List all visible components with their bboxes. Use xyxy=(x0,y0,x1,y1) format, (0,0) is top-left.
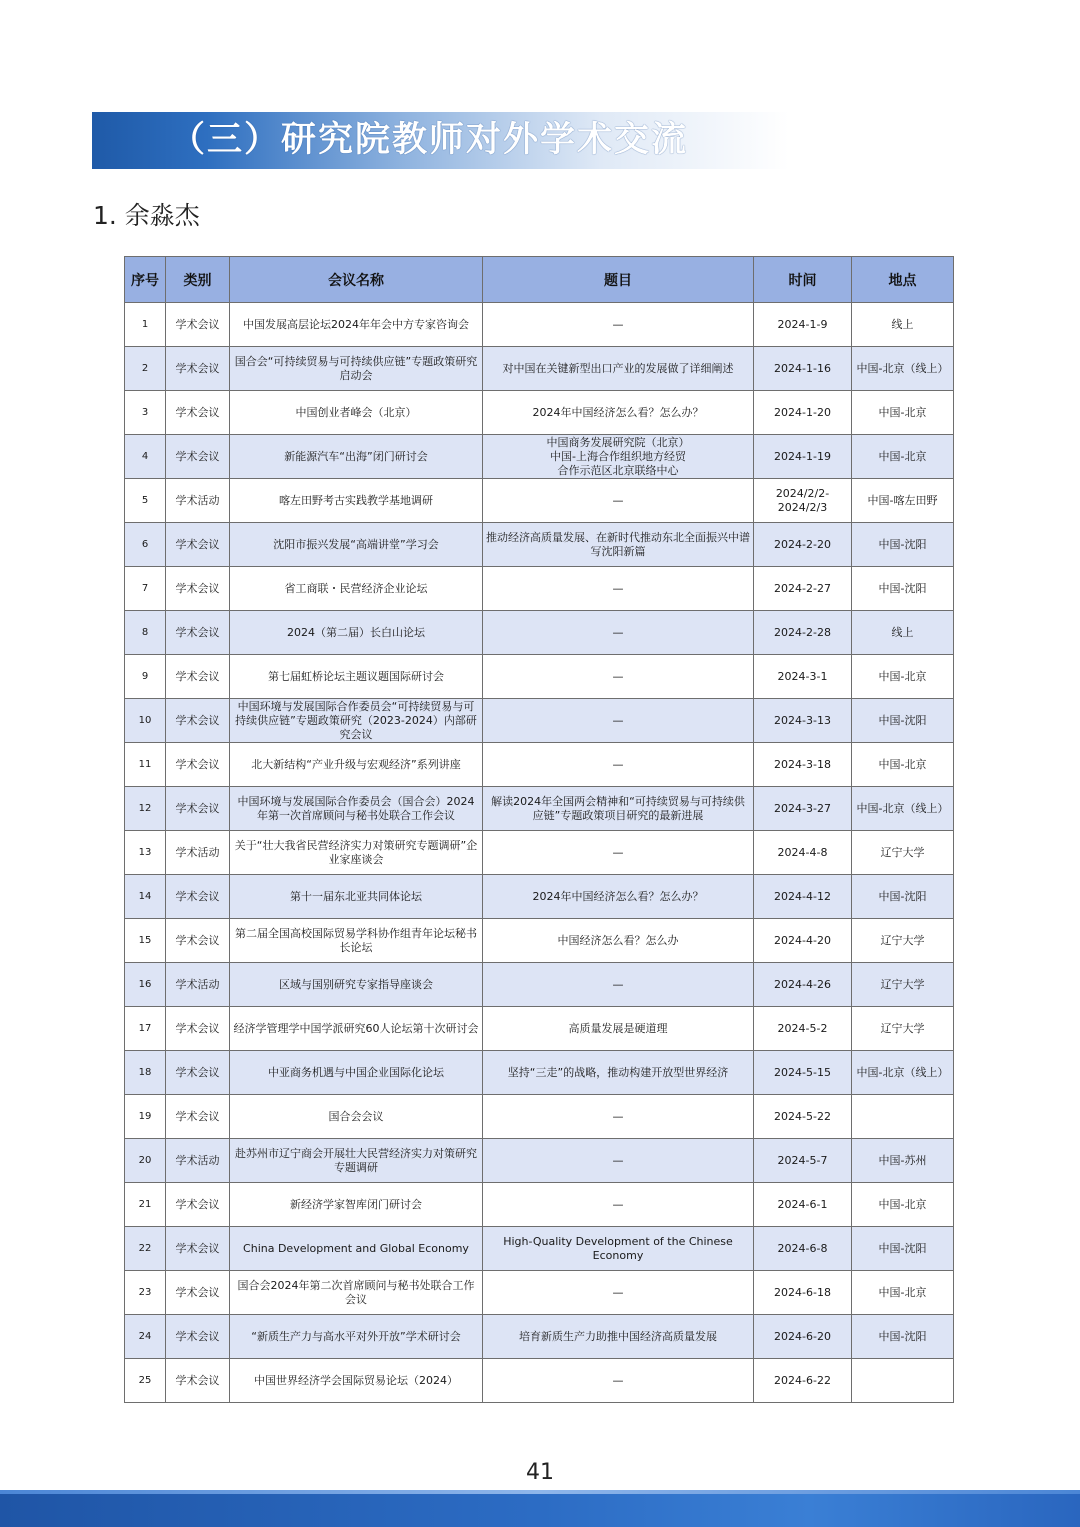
table-cell: 新能源汽车“出海”闭门研讨会 xyxy=(230,435,483,479)
table-cell: 6 xyxy=(125,523,166,567)
table-cell: 2024-1-9 xyxy=(754,303,852,347)
table-cell: 19 xyxy=(125,1095,166,1139)
table-cell: — xyxy=(483,1271,754,1315)
table-cell: 中国-沈阳 xyxy=(852,567,954,611)
table-cell: 中国-北京 xyxy=(852,655,954,699)
table-cell: 国合会2024年第二次首席顾问与秘书处联合工作会议 xyxy=(230,1271,483,1315)
table-cell: — xyxy=(483,611,754,655)
table-row xyxy=(125,963,954,1007)
table-cell: 中国世界经济学会国际贸易论坛（2024） xyxy=(230,1359,483,1403)
table-cell: 20 xyxy=(125,1139,166,1183)
table-cell: 第七届虹桥论坛主题议题国际研讨会 xyxy=(230,655,483,699)
table-cell: — xyxy=(483,743,754,787)
table-cell: — xyxy=(483,1359,754,1403)
table-row xyxy=(125,743,954,787)
table-cell: 2024-3-1 xyxy=(754,655,852,699)
table-cell: 2024-1-16 xyxy=(754,347,852,391)
table-cell: 2024/2/2- 2024/2/3 xyxy=(754,479,852,523)
table-cell: 喀左田野考古实践教学基地调研 xyxy=(230,479,483,523)
table-cell: 学术活动 xyxy=(166,1139,230,1183)
table-cell: 2024-4-12 xyxy=(754,875,852,919)
table-row xyxy=(125,435,954,479)
table-cell: — xyxy=(483,655,754,699)
table-cell: 学术会议 xyxy=(166,1051,230,1095)
table-cell: 14 xyxy=(125,875,166,919)
table-cell: 中亚商务机遇与中国企业国际化论坛 xyxy=(230,1051,483,1095)
table-cell: 1 xyxy=(125,303,166,347)
table-cell: 2024-3-18 xyxy=(754,743,852,787)
table-cell: — xyxy=(483,1095,754,1139)
table-cell: 国合会会议 xyxy=(230,1095,483,1139)
table-cell: — xyxy=(483,963,754,1007)
table-cell: 11 xyxy=(125,743,166,787)
table-row xyxy=(125,1271,954,1315)
table-row xyxy=(125,611,954,655)
table-row xyxy=(125,1183,954,1227)
page-number: 41 xyxy=(526,1460,554,1485)
table-cell: 中国发展高层论坛2024年年会中方专家咨询会 xyxy=(230,303,483,347)
table-cell: 解读2024年全国两会精神和“可持续贸易与可持续供应链”专题政策项目研究的最新进展 xyxy=(483,787,754,831)
table-cell: 2024-5-7 xyxy=(754,1139,852,1183)
table-cell: 沈阳市振兴发展“高端讲堂”学习会 xyxy=(230,523,483,567)
table-cell: 学术会议 xyxy=(166,875,230,919)
table-cell: 省工商联・民营经济企业论坛 xyxy=(230,567,483,611)
table-cell: 学术会议 xyxy=(166,743,230,787)
table-cell: 2024-2-28 xyxy=(754,611,852,655)
table-cell: 21 xyxy=(125,1183,166,1227)
table-cell: 学术会议 xyxy=(166,347,230,391)
table-cell: China Development and Global Economy xyxy=(230,1227,483,1271)
table-cell: 中国商务发展研究院（北京） 中国-上海合作组织地方经贸 合作示范区北京联络中心 xyxy=(483,435,754,479)
table-cell: 2024-2-27 xyxy=(754,567,852,611)
table-cell: 2024-4-20 xyxy=(754,919,852,963)
table-cell: 3 xyxy=(125,391,166,435)
table-cell: 国合会“可持续贸易与可持续供应链”专题政策研究启动会 xyxy=(230,347,483,391)
table-row xyxy=(125,1139,954,1183)
table-cell: 22 xyxy=(125,1227,166,1271)
table-row xyxy=(125,655,954,699)
table-cell: 赴苏州市辽宁商会开展壮大民营经济实力对策研究专题调研 xyxy=(230,1139,483,1183)
table-cell: 学术会议 xyxy=(166,699,230,743)
table-cell: — xyxy=(483,831,754,875)
table-cell: 2024-5-22 xyxy=(754,1095,852,1139)
table-cell: 中国-沈阳 xyxy=(852,875,954,919)
table-cell: 学术会议 xyxy=(166,1315,230,1359)
table-row xyxy=(125,699,954,743)
table-cell: 线上 xyxy=(852,611,954,655)
table-cell: 15 xyxy=(125,919,166,963)
table-cell: 中国经济怎么看？怎么办 xyxy=(483,919,754,963)
table-cell: 2024-1-19 xyxy=(754,435,852,479)
table-cell: 4 xyxy=(125,435,166,479)
table-cell: 2024（第二届）长白山论坛 xyxy=(230,611,483,655)
table-row xyxy=(125,919,954,963)
table-cell: 北大新结构“产业升级与宏观经济”系列讲座 xyxy=(230,743,483,787)
table-cell: 学术会议 xyxy=(166,1227,230,1271)
table-cell: 学术会议 xyxy=(166,787,230,831)
table-cell: “新质生产力与高水平对外开放”学术研讨会 xyxy=(230,1315,483,1359)
table-row xyxy=(125,831,954,875)
table-cell: 学术会议 xyxy=(166,435,230,479)
header-cell: 题目 xyxy=(483,257,754,303)
table-cell: 24 xyxy=(125,1315,166,1359)
table-cell: 第二届全国高校国际贸易学科协作组青年论坛秘书长论坛 xyxy=(230,919,483,963)
table-cell: 学术活动 xyxy=(166,831,230,875)
table-cell: 线上 xyxy=(852,303,954,347)
table-row xyxy=(125,479,954,523)
table-row xyxy=(125,567,954,611)
table-cell: 第十一届东北亚共同体论坛 xyxy=(230,875,483,919)
table-cell: 2024-6-8 xyxy=(754,1227,852,1271)
table-cell: 中国-北京 xyxy=(852,435,954,479)
table-cell: — xyxy=(483,1183,754,1227)
header-cell: 会议名称 xyxy=(230,257,483,303)
table-cell: 关于“壮大我省民营经济实力对策研究专题调研”企业家座谈会 xyxy=(230,831,483,875)
table-cell: 学术会议 xyxy=(166,567,230,611)
table-cell: 2024-5-15 xyxy=(754,1051,852,1095)
footer-stripe xyxy=(0,1490,1080,1494)
table-cell: 中国创业者峰会（北京） xyxy=(230,391,483,435)
header-cell: 时间 xyxy=(754,257,852,303)
table-cell: 学术会议 xyxy=(166,611,230,655)
table-cell: 学术会议 xyxy=(166,1183,230,1227)
table-cell: 2024-3-27 xyxy=(754,787,852,831)
table-cell: 推动经济高质量发展、在新时代推动东北全面振兴中谱写沈阳新篇 xyxy=(483,523,754,567)
table-cell: 学术会议 xyxy=(166,1359,230,1403)
table-cell: 2024-5-2 xyxy=(754,1007,852,1051)
table-row xyxy=(125,1095,954,1139)
table-cell: 中国-北京（线上） xyxy=(852,1051,954,1095)
table-cell: 学术会议 xyxy=(166,1271,230,1315)
table-cell: 新经济学家智库闭门研讨会 xyxy=(230,1183,483,1227)
table-cell: 学术会议 xyxy=(166,523,230,567)
table-row xyxy=(125,1051,954,1095)
table-cell: — xyxy=(483,567,754,611)
table-cell: 中国-北京 xyxy=(852,1271,954,1315)
table-cell: 2024-2-20 xyxy=(754,523,852,567)
table-row xyxy=(125,347,954,391)
table-cell: — xyxy=(483,1139,754,1183)
table-cell: 学术会议 xyxy=(166,655,230,699)
table-cell: 区域与国别研究专家指导座谈会 xyxy=(230,963,483,1007)
table-cell: 学术会议 xyxy=(166,1095,230,1139)
table-cell: 中国环境与发展国际合作委员会（国合会）2024年第一次首席顾问与秘书处联合工作会议 xyxy=(230,787,483,831)
table-cell: 8 xyxy=(125,611,166,655)
table-row xyxy=(125,1359,954,1403)
table-cell: 坚持“三走”的战略，推动构建开放型世界经济 xyxy=(483,1051,754,1095)
person-heading: 1. 余淼杰 xyxy=(93,201,200,230)
table-cell: 2024-1-20 xyxy=(754,391,852,435)
table-cell: 12 xyxy=(125,787,166,831)
table-cell: 中国环境与发展国际合作委员会“可持续贸易与可持续供应链”专题政策研究（2023-2024）内部研究会议 xyxy=(230,699,483,743)
table-row xyxy=(125,523,954,567)
table-header-row xyxy=(125,257,954,303)
table-cell: 对中国在关键新型出口产业的发展做了详细阐述 xyxy=(483,347,754,391)
table-row xyxy=(125,391,954,435)
table-cell: 2024-6-1 xyxy=(754,1183,852,1227)
table-cell: 2024-6-20 xyxy=(754,1315,852,1359)
table-cell: 学术会议 xyxy=(166,303,230,347)
table-cell: 25 xyxy=(125,1359,166,1403)
table-cell: — xyxy=(483,303,754,347)
table-cell: 学术会议 xyxy=(166,919,230,963)
table-cell: 经济学管理学中国学派研究60人论坛第十次研讨会 xyxy=(230,1007,483,1051)
table-cell: 9 xyxy=(125,655,166,699)
table-cell: 13 xyxy=(125,831,166,875)
table-cell: 23 xyxy=(125,1271,166,1315)
exchange-table xyxy=(124,256,954,1403)
table-cell: 2024-3-13 xyxy=(754,699,852,743)
table-cell: 中国-北京（线上） xyxy=(852,787,954,831)
table-cell: — xyxy=(483,479,754,523)
footer-bar xyxy=(0,1490,1080,1527)
table-cell: 辽宁大学 xyxy=(852,1007,954,1051)
table-row xyxy=(125,787,954,831)
table-cell: 中国-喀左田野 xyxy=(852,479,954,523)
table-cell: High-Quality Development of the Chinese Economy xyxy=(483,1227,754,1271)
table-cell: 2024-6-22 xyxy=(754,1359,852,1403)
header-cell: 类别 xyxy=(166,257,230,303)
table-cell: 2 xyxy=(125,347,166,391)
table-cell: 辽宁大学 xyxy=(852,963,954,1007)
table-cell: 中国-北京 xyxy=(852,1183,954,1227)
table-cell xyxy=(852,1359,954,1403)
table-cell: 中国-沈阳 xyxy=(852,699,954,743)
table-cell: 学术活动 xyxy=(166,963,230,1007)
table-row xyxy=(125,1007,954,1051)
table-row xyxy=(125,303,954,347)
table-cell: 辽宁大学 xyxy=(852,831,954,875)
header-cell: 地点 xyxy=(852,257,954,303)
table-cell: 中国-苏州 xyxy=(852,1139,954,1183)
table-row xyxy=(125,875,954,919)
table-cell: 中国-沈阳 xyxy=(852,1227,954,1271)
table-cell: 中国-北京 xyxy=(852,743,954,787)
table-cell: 2024-4-8 xyxy=(754,831,852,875)
table-cell: 2024年中国经济怎么看？怎么办？ xyxy=(483,391,754,435)
table-cell xyxy=(852,1095,954,1139)
table-cell: 中国-沈阳 xyxy=(852,523,954,567)
table-cell: 高质量发展是硬道理 xyxy=(483,1007,754,1051)
table-cell: 2024年中国经济怎么看？怎么办？ xyxy=(483,875,754,919)
table-row xyxy=(125,1315,954,1359)
table-cell: 2024-4-26 xyxy=(754,963,852,1007)
table-cell: 10 xyxy=(125,699,166,743)
table-cell: 学术会议 xyxy=(166,391,230,435)
table-cell: 17 xyxy=(125,1007,166,1051)
table-cell: 5 xyxy=(125,479,166,523)
table-row xyxy=(125,1227,954,1271)
table-cell: 16 xyxy=(125,963,166,1007)
table-cell: 辽宁大学 xyxy=(852,919,954,963)
table-cell: 18 xyxy=(125,1051,166,1095)
table-cell: 7 xyxy=(125,567,166,611)
table-cell: 培育新质生产力助推中国经济高质量发展 xyxy=(483,1315,754,1359)
table-cell: 中国-沈阳 xyxy=(852,1315,954,1359)
section-title: （三）研究院教师对外学术交流 xyxy=(170,120,689,160)
table-cell: 中国-北京（线上） xyxy=(852,347,954,391)
table-cell: — xyxy=(483,699,754,743)
table-cell: 2024-6-18 xyxy=(754,1271,852,1315)
table-cell: 学术会议 xyxy=(166,1007,230,1051)
table-body xyxy=(125,303,954,1403)
table-cell: 中国-北京 xyxy=(852,391,954,435)
header-cell: 序号 xyxy=(125,257,166,303)
table-cell: 学术活动 xyxy=(166,479,230,523)
